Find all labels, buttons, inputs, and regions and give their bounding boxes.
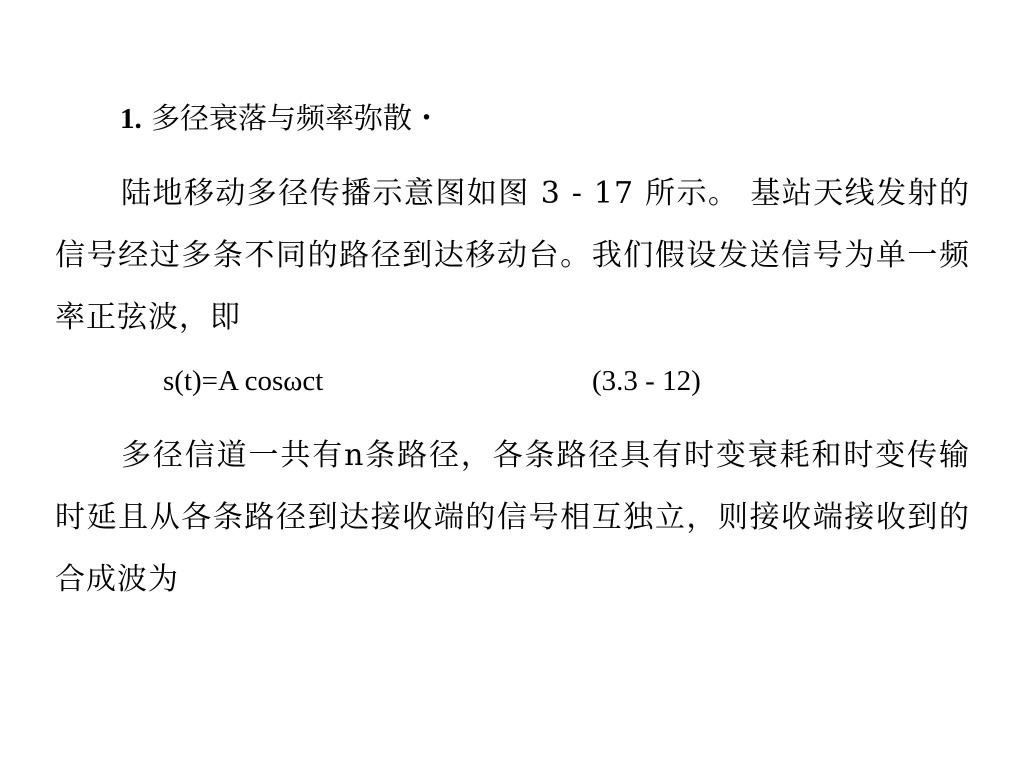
formula-line — [0, 360, 1024, 402]
paragraph-1: 陆地移动多径传播示意图如图 3 - 17 所示。 基站天线发射的信号经过多条不同的路径到达移动台。我们假设发送信号为单一频率正弦波，即 — [55, 176, 970, 335]
paragraph-2: 多径信道一共有n条路径，各条路径具有时变衰耗和时变传输时延且从各条路径到达接收端的信号相互独立，则接收端接收到的合成波为 — [55, 438, 970, 597]
section-number: 1. — [120, 103, 142, 135]
formula-expression: s(t)=A cosωct — [163, 365, 324, 397]
equation-number: (3.3 - 12) — [592, 365, 701, 397]
section-heading — [120, 98, 441, 139]
section-title: 多径衰落与频率弥散・ — [141, 101, 441, 135]
